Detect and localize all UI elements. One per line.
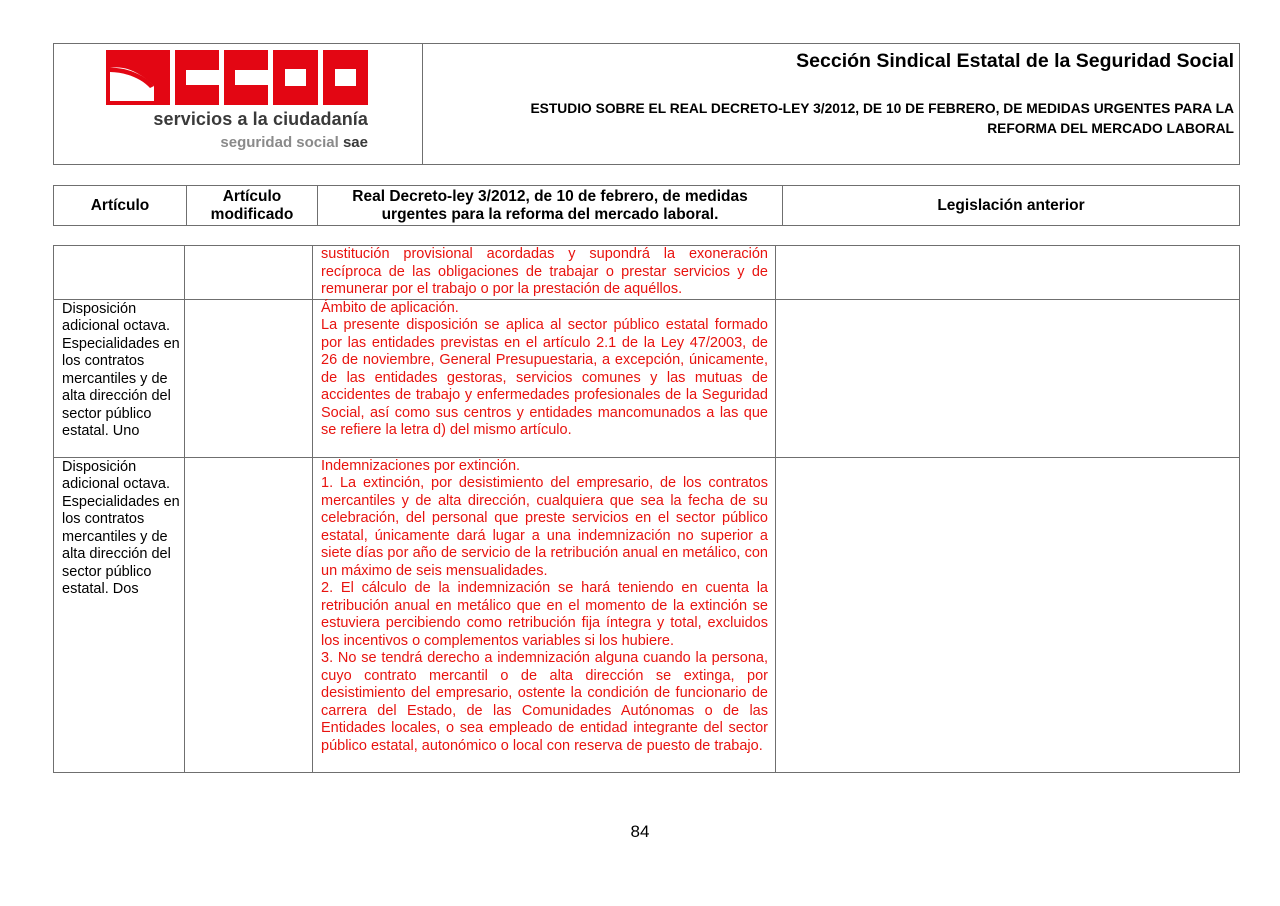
cell-anterior xyxy=(776,246,1240,300)
document-header xyxy=(53,43,1240,165)
cell-texto: Ámbito de aplicación. La presente disposición se aplica al sector público estatal formado por las entidades previstas en el artículo 2.1 de la Ley 47/2003, de 26 de noviembre, General Presupuestaria, a excepción, únicamente, de las entidades gestoras, servicios comunes y las mutuas de accidentes de trabajo y enfermedades profesionales de la Seguridad Social, así como sus centros y entidades mancomunados a las que se refiere la letra d) del mismo artículo. xyxy=(313,299,776,457)
cell-anterior xyxy=(776,457,1240,772)
cell-modificado xyxy=(185,457,313,772)
organization-title: Sección Sindical Estatal de la Seguridad Social xyxy=(796,50,1234,72)
cell-anterior xyxy=(776,299,1240,457)
cell-articulo: Disposición adicional octava. Especialidades en los contratos mercantiles y de alta dirección del sector público estatal. Dos xyxy=(54,457,185,772)
table-row xyxy=(54,246,1240,300)
column-headers xyxy=(53,185,1240,226)
ccoo-logo-icon xyxy=(106,50,368,105)
col-articulo: Artículo xyxy=(54,186,187,226)
ccoo-logo xyxy=(106,50,368,150)
cell-modificado xyxy=(185,246,313,300)
logo-line-servicios: servicios a la ciudadanía xyxy=(153,109,368,129)
comparison-table xyxy=(53,245,1240,773)
col-legislacion-anterior: Legislación anterior xyxy=(783,186,1240,226)
col-real-decreto: Real Decreto-ley 3/2012, de 10 de febrero, de medidas urgentes para la reforma del mercado laboral. xyxy=(318,186,783,226)
table-row xyxy=(54,457,1240,772)
study-title: ESTUDIO SOBRE EL REAL DECRETO-LEY 3/2012, DE 10 DE FEBRERO, DE MEDIDAS URGENTES PARA LA REFORMA DEL MERCADO LABORAL xyxy=(530,101,1234,136)
table-row xyxy=(54,299,1240,457)
cell-texto: sustitución provisional acordadas y supondrá la exoneración recíproca de las obligaciones de trabajar o prestar servicios y de remunerar por el trabajo o por la prestación de aquéllos. xyxy=(313,246,776,300)
cell-articulo: Disposición adicional octava. Especialidades en los contratos mercantiles y de alta dirección del sector público estatal. Uno xyxy=(54,299,185,457)
logo-cell xyxy=(54,44,423,165)
logo-line-seguridad: seguridad social sae xyxy=(220,134,368,151)
page-number: 84 xyxy=(630,822,650,841)
cell-modificado xyxy=(185,299,313,457)
col-articulo-modificado: Artículo modificado xyxy=(187,186,318,226)
cell-articulo xyxy=(54,246,185,300)
title-cell xyxy=(423,44,1240,165)
cell-texto: Indemnizaciones por extinción. 1. La extinción, por desistimiento del empresario, de los contratos mercantiles y de alta dirección, cualquiera que sea la fecha de su celebración, del personal que preste servicios en el sector público estatal, únicamente dará lugar a una indemnización no superior a siete días por año de servicio de la retribución anual en metálico, con un máximo de seis mensualidades. 2. El cálculo de la indemnización se hará teniendo en cuenta la retribución anual en metálico que en el momento de la extinción se estuviera percibiendo como retribución fija íntegra y total, excluidos los incentivos o complementos variables si los hubiere. 3. No se tendrá derecho a indemnización alguna cuando la persona, cuyo contrato mercantil o de alta dirección se extinga, por desistimiento del empresario, ostente la condición de funcionario de carrera del Estado, de las Comunidades Autónomas o de las Entidades locales, o sea empleado de entidad integrante del sector público estatal, autonómico o local con reserva de puesto de trabajo. xyxy=(313,457,776,772)
